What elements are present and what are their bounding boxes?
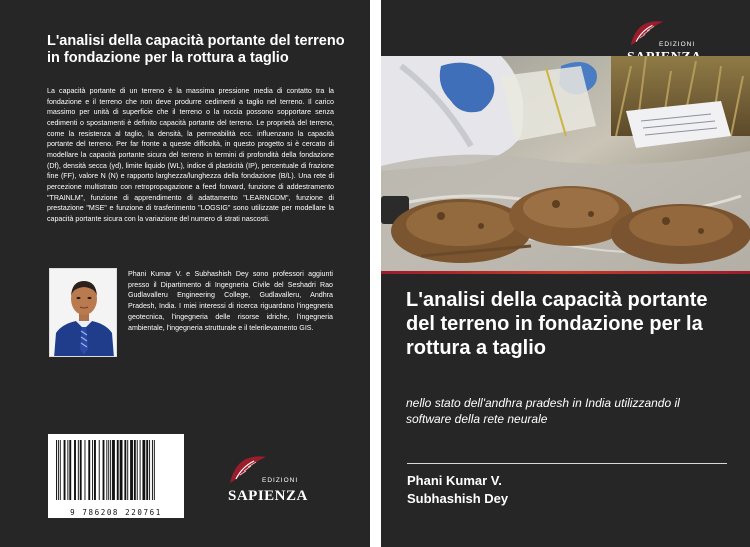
author-name-1: Phani Kumar V. bbox=[407, 473, 502, 488]
barcode-bar bbox=[60, 440, 61, 500]
spine bbox=[370, 0, 381, 547]
back-cover bbox=[0, 0, 370, 547]
front-cover-authors bbox=[407, 472, 508, 507]
publisher-name: SAPIENZA bbox=[228, 488, 308, 504]
barcode-bar bbox=[110, 440, 111, 500]
barcode-bar bbox=[112, 440, 115, 500]
barcode-bar bbox=[137, 440, 138, 500]
barcode-bar bbox=[127, 440, 128, 500]
front-cover bbox=[381, 0, 750, 547]
author-portrait-icon bbox=[50, 269, 117, 357]
barcode-bar bbox=[108, 440, 109, 500]
barcode-bar bbox=[69, 440, 71, 500]
back-cover-title: L'analisi della capacità portante del terreno in fondazione per la rottura a taglio bbox=[47, 33, 345, 66]
barcode-bar bbox=[103, 440, 105, 500]
cover-accent-bar bbox=[381, 271, 750, 274]
isbn-number: 9 786208 220761 bbox=[70, 508, 162, 517]
barcode-bar bbox=[92, 440, 93, 500]
barcode-bar bbox=[152, 440, 153, 500]
barcode-bar bbox=[64, 440, 66, 500]
front-cover-title: L'analisi della capacità portante del terreno in fondazione per la rottura a taglio bbox=[406, 289, 708, 360]
barcode-bar bbox=[99, 440, 100, 500]
author-photo bbox=[49, 268, 117, 357]
ean-13-barcode-icon bbox=[48, 434, 184, 506]
barcode-bar bbox=[58, 440, 59, 500]
barcode-bar bbox=[149, 440, 150, 500]
barcode-bar bbox=[154, 440, 155, 500]
author-name-2: Subhashish Dey bbox=[407, 490, 509, 506]
barcode-bar bbox=[140, 440, 141, 500]
barcode-bar bbox=[85, 440, 86, 500]
back-cover-description: La capacità portante di un terreno è la massima pressione media di contatto tra la fondazione e il terreno che non deve produrre cedimenti a taglio nel terreno. Il carico massimo per unità di superficie che il terreno o la roccia possono sopportare senza cedimenti o spostamenti è definito capacità portante del terreno. Le proprietà del terreno, come la resistenza al taglio, la densità, la permeabilità ecc. influenzano la capacità portante del terreno. Per far fronte a queste difficoltà, in questo progetto si è cercato di modellare la capacità portante sicura del terreno in termini di profondità della fondazione (Df), densità secca (γd), limite liquido (WL), indice di plasticità (IP), percentuale di frazione fine (FF), valore N (N) e rapporto larghezza/lunghezza della fondazione (B/L). Una rete di percezione multistrato con retropropagazione a feed forward, funzione di addestramento "TRAINLM", funzione di apprendimento di adattamento "LEARNGDM", funzione di prestazione "MSE" e funzione di trasferimento "LOGSIG" sono utilizzate per modellare la capacità portante sicura con la variazione del numero di strati nascosti. bbox=[47, 87, 334, 223]
cover-photo-soil-sampling bbox=[381, 56, 750, 271]
author-biography: Phani Kumar V. e Subhashish Dey sono professori aggiunti presso il Dipartimento di Ingegneria Civile del Seshadri Rao Gudlavalleru Engineering College, Gudlavalleru, Andhra Pradesh, India. I miei interessi di ricerca riguardano l'ingegneria geotecnica, l'ingegneria delle risorse idriche, l'ingegneria ambientale, l'ingegneria strutturale e il telerilevamento GIS. bbox=[128, 270, 333, 332]
barcode-bar bbox=[56, 440, 57, 500]
back-publisher-logo bbox=[222, 455, 312, 510]
front-cover-subtitle: nello stato dell'andhra pradesh in India utilizzando il software della rete neurale bbox=[406, 396, 680, 426]
isbn-barcode bbox=[48, 434, 184, 518]
barcode-bar bbox=[74, 440, 76, 500]
title-divider bbox=[407, 463, 727, 464]
barcode-bar bbox=[130, 440, 133, 500]
barcode-bar bbox=[80, 440, 82, 500]
barcode-bar bbox=[106, 440, 107, 500]
publisher-small-text: EDIZIONI bbox=[659, 41, 696, 48]
barcode-bar bbox=[134, 440, 136, 500]
soil-sample-photo-icon bbox=[381, 56, 750, 271]
barcode-bar bbox=[117, 440, 119, 500]
barcode-bar bbox=[120, 440, 123, 500]
barcode-bar bbox=[78, 440, 79, 500]
barcode-bar bbox=[88, 440, 90, 500]
barcode-bar bbox=[146, 440, 148, 500]
barcode-bar bbox=[124, 440, 126, 500]
publisher-small-text: EDIZIONI bbox=[262, 477, 299, 484]
barcode-bar bbox=[67, 440, 68, 500]
barcode-bar bbox=[142, 440, 145, 500]
barcode-bar bbox=[94, 440, 96, 500]
